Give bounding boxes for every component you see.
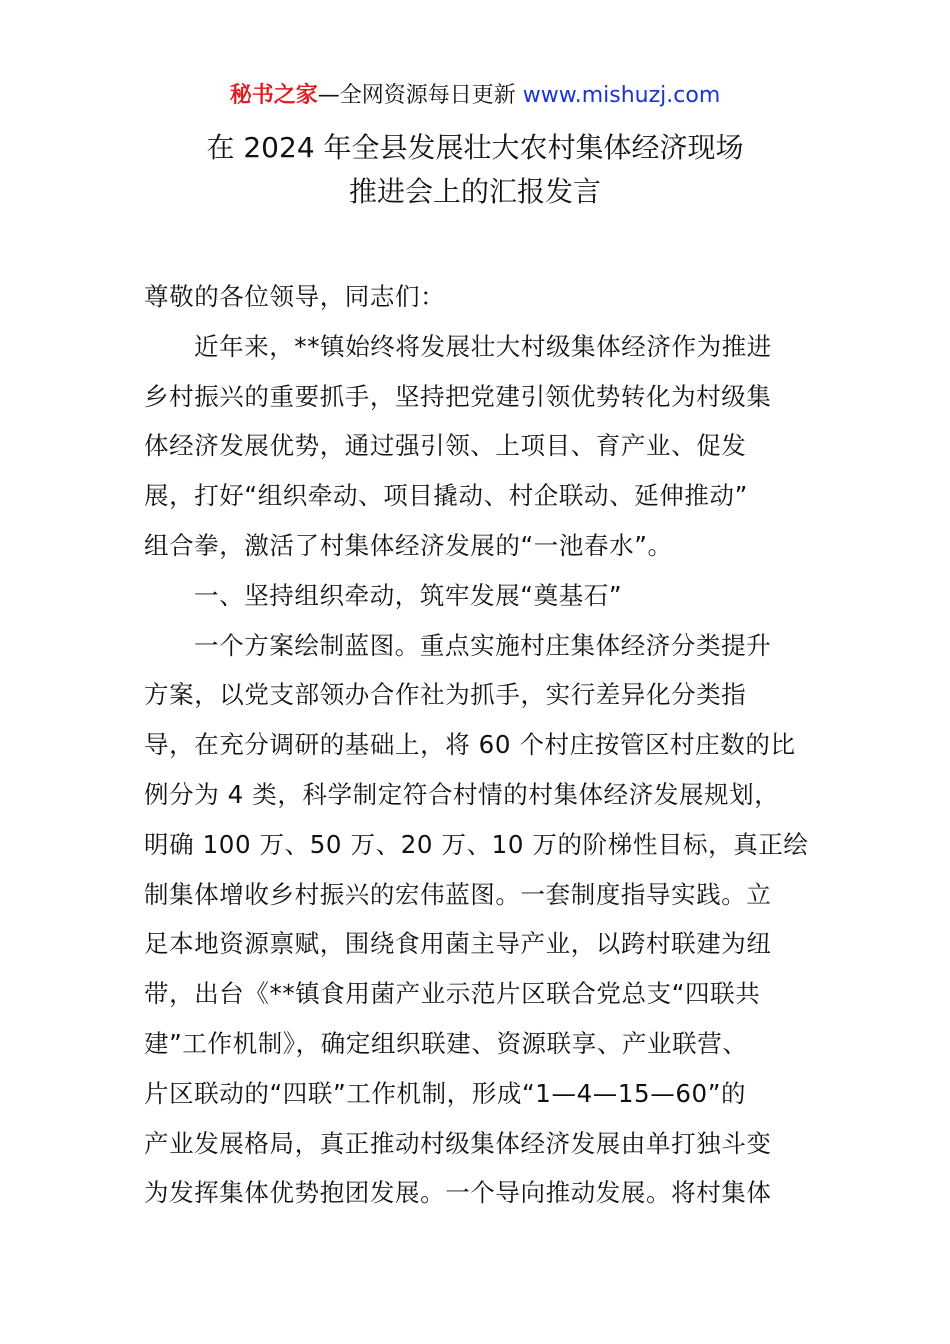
- title-line-1: 在 2024 年全县发展壮大农村集体经济现场: [206, 131, 744, 164]
- paragraph-line: 展，打好“组织牵动、项目撬动、村企联动、延伸推动”: [144, 481, 748, 511]
- brand-name: 秘书之家: [229, 83, 318, 108]
- paragraph-line: 例分为 4 类，科学制定符合村情的村集体经济发展规划，: [144, 779, 780, 809]
- site-header: [0, 80, 950, 112]
- paragraph-line: 足本地资源禀赋，围绕食用菌主导产业，以跨村联建为纽: [144, 929, 772, 959]
- paragraph-line: 产业发展格局，真正推动村级集体经济发展由单打独斗变: [144, 1128, 772, 1158]
- paragraph-line: 组合拳，激活了村集体经济发展的“一池春水”。: [144, 530, 673, 560]
- paragraph-line: 制集体增收乡村振兴的宏伟蓝图。一套制度指导实践。立: [144, 879, 772, 909]
- paragraph-line: 乡村振兴的重要抓手，坚持把党建引领优势转化为村级集: [144, 381, 772, 411]
- paragraph-line: 带，出台《**镇食用菌产业示范片区联合党总支“四联共: [144, 979, 761, 1009]
- title-line-2: 推进会上的汇报发言: [348, 175, 601, 208]
- paragraph-line: 近年来，**镇始终将发展壮大村级集体经济作为推进: [194, 331, 772, 361]
- site-url-link[interactable]: www.mishuzj.com: [522, 83, 721, 108]
- paragraph-line: 为发挥集体优势抱团发展。一个导向推动发展。将村集体: [144, 1178, 772, 1208]
- salutation: 尊敬的各位领导，同志们：: [144, 282, 446, 311]
- section-heading: 一、坚持组织牵动，筑牢发展“奠基石”: [194, 580, 623, 610]
- paragraph-line: 导，在充分调研的基础上，将 60 个村庄按管区村庄数的比: [144, 730, 796, 760]
- paragraph-line: 明确 100 万、50 万、20 万、10 万的阶梯性目标，真正绘: [144, 829, 809, 859]
- paragraph-line: 片区联动的“四联”工作机制，形成“1—4—15—60”的: [144, 1078, 747, 1108]
- paragraph-line: 方案，以党支部领办合作社为抓手，实行差异化分类指: [144, 680, 747, 710]
- paragraph-line: 一个方案绘制蓝图。重点实施村庄集体经济分类提升: [194, 630, 772, 660]
- paragraph-line: 建”工作机制》，确定组织联建、资源联享、产业联营、: [144, 1028, 748, 1058]
- document-body: [144, 272, 808, 1218]
- header-tagline: —全网资源每日更新: [317, 83, 523, 108]
- document-title: [0, 126, 950, 214]
- paragraph-line: 体经济发展优势，通过强引领、上项目、育产业、促发: [144, 431, 747, 461]
